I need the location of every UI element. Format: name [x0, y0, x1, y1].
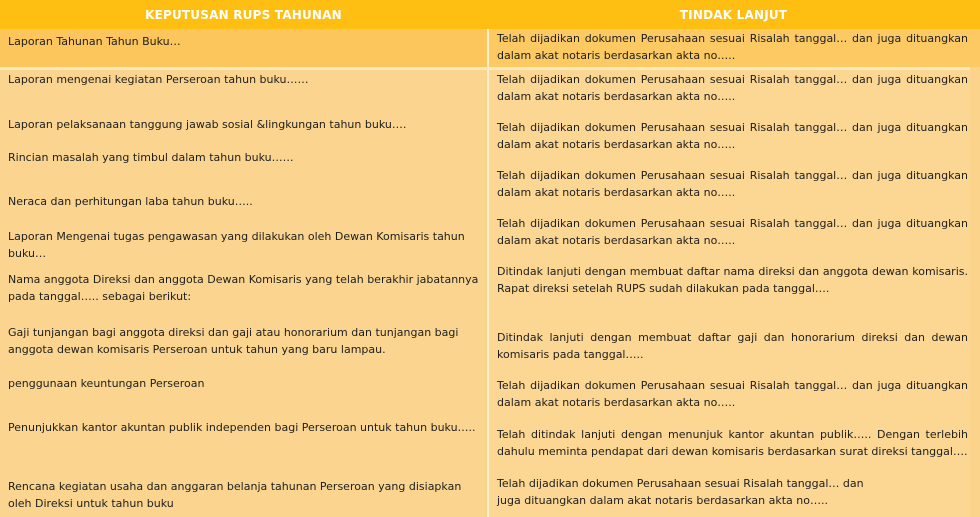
column-divider: [487, 29, 489, 517]
tindak-lanjut-cell: Ditindak lanjuti dengan membuat daftar gaji dan honorarium direksi dan dewan komisaris pada tanggal…..: [497, 331, 968, 361]
keputusan-cell: Penunjukkan kantor akuntan publik independen bagi Perseroan untuk tahun buku…..: [8, 421, 476, 434]
tindak-lanjut-cell: Telah dijadikan dokumen Perusahaan sesuai Risalah tanggal… dan juga dituangkan dalam akat notaris berdasarkan akta no…..: [497, 32, 968, 62]
row-divider: [0, 67, 980, 70]
tindak-lanjut-cell: Telah dijadikan dokumen Perusahaan sesuai Risalah tanggal… dan juga dituangkan dalam akat notaris berdasarkan akta no…..: [497, 379, 968, 409]
tindak-lanjut-cell: Telah dijadikan dokumen Perusahaan sesuai Risalah tanggal… dan juga dituangkan dalam akat notaris berdasarkan akta no…..: [497, 169, 968, 199]
keputusan-cell: Laporan Mengenai tugas pengawasan yang dilakukan oleh Dewan Komisaris tahun buku…: [8, 230, 465, 260]
tindak-lanjut-cell: Ditindak lanjuti dengan membuat daftar nama direksi dan anggota dewan komisaris. Rapat direksi setelah RUPS sudah dilakukan pada tanggal….: [497, 265, 968, 295]
right-edge: [970, 67, 980, 517]
keputusan-cell: Neraca dan perhitungan laba tahun buku…..: [8, 195, 253, 208]
tindak-lanjut-cell: Telah dijadikan dokumen Perusahaan sesuai Risalah tanggal… dan juga dituangkan dalam akat notaris berdasarkan akta no…..: [497, 73, 968, 103]
keputusan-cell: Laporan Tahunan Tahun Buku…: [8, 35, 181, 48]
keputusan-cell: Gaji tunjangan bagi anggota direksi dan gaji atau honorarium dan tunjangan bagi anggota dewan komisaris Perseroan untuk tahun yang baru lampau.: [8, 326, 459, 356]
keputusan-cell: Laporan pelaksanaan tanggung jawab sosial &lingkungan tahun buku….: [8, 118, 407, 131]
keputusan-cell: Rincian masalah yang timbul dalam tahun buku……: [8, 151, 294, 164]
header-tindak-lanjut: TINDAK LANJUT: [679, 7, 788, 22]
header-keputusan: KEPUTUSAN RUPS TAHUNAN: [145, 7, 342, 22]
keputusan-cell: Nama anggota Direksi dan anggota Dewan Komisaris yang telah berakhir jabatannya pada tanggal….. sebagai berikut:: [8, 273, 479, 303]
tindak-lanjut-cell: Telah dijadikan dokumen Perusahaan sesuai Risalah tanggal… dan juga dituangkan dalam akat notaris berdasarkan akta no…..: [497, 477, 864, 507]
keputusan-cell: Rencana kegiatan usaha dan anggaran belanja tahunan Perseroan yang disiapkan oleh Direksi untuk tahun buku: [8, 480, 462, 510]
keputusan-cell: Laporan mengenai kegiatan Perseroan tahun buku……: [8, 73, 309, 86]
tindak-lanjut-cell: Telah dijadikan dokumen Perusahaan sesuai Risalah tanggal… dan juga dituangkan dalam akat notaris berdasarkan akta no…..: [497, 217, 968, 247]
keputusan-cell: penggunaan keuntungan Perseroan: [8, 377, 205, 390]
tindak-lanjut-cell: Telah dijadikan dokumen Perusahaan sesuai Risalah tanggal… dan juga dituangkan dalam akat notaris berdasarkan akta no…..: [497, 121, 968, 151]
table-header: [0, 0, 980, 29]
tindak-lanjut-cell: Telah ditindak lanjuti dengan menunjuk kantor akuntan publik….. Dengan terlebih dahulu meminta pendapat dari dewan komisaris berdasarkan surat direksi tanggal….: [497, 428, 968, 458]
